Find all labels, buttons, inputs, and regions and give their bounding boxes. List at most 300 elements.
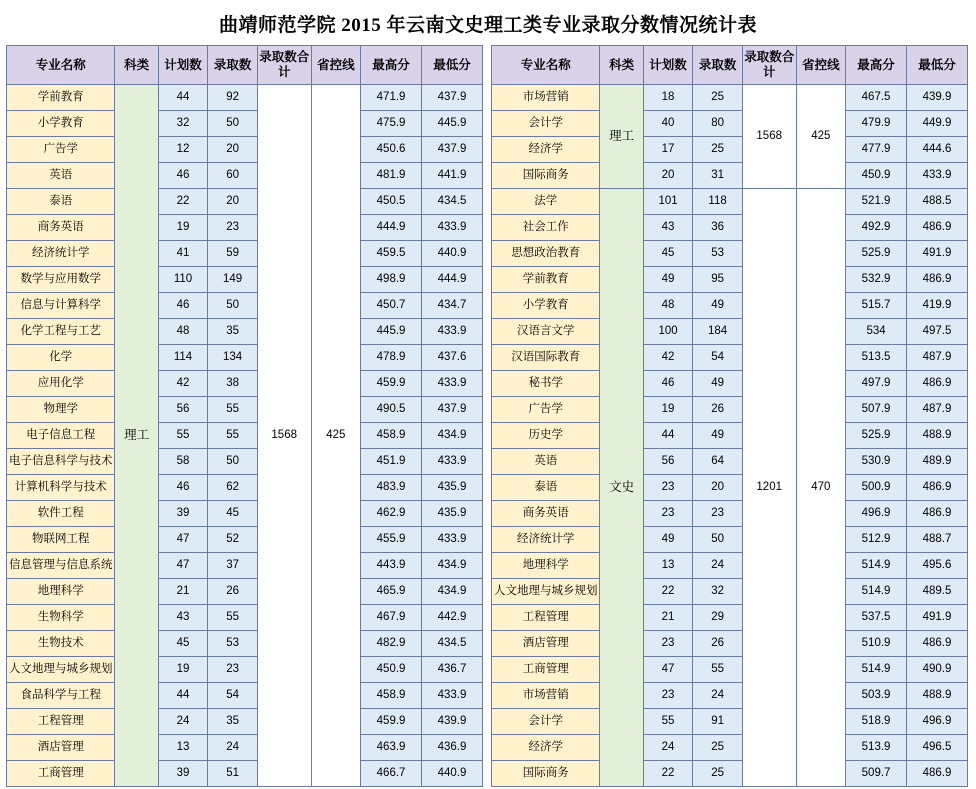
cell-admitted: 32 xyxy=(693,579,743,605)
cell-low-score: 433.9 xyxy=(907,163,968,189)
cell-major: 秘书学 xyxy=(492,371,600,397)
table-row xyxy=(7,735,483,761)
cell-high-score: 481.9 xyxy=(361,163,422,189)
cell-high-score: 459.5 xyxy=(361,241,422,267)
table-row xyxy=(7,215,483,241)
table-row xyxy=(492,137,968,163)
cell-plan: 13 xyxy=(643,553,693,579)
cell-plan: 48 xyxy=(158,319,208,345)
cell-admitted: 149 xyxy=(208,267,258,293)
cell-admitted-total: 1201 xyxy=(742,189,796,787)
cell-low-score: 419.9 xyxy=(907,293,968,319)
cell-admitted: 25 xyxy=(693,137,743,163)
cell-high-score: 530.9 xyxy=(846,449,907,475)
cell-high-score: 475.9 xyxy=(361,111,422,137)
cell-admitted: 51 xyxy=(208,761,258,787)
cell-high-score: 450.5 xyxy=(361,189,422,215)
table-row xyxy=(492,423,968,449)
cell-plan: 20 xyxy=(643,163,693,189)
cell-kelei: 文史 xyxy=(600,189,643,787)
cell-admitted: 38 xyxy=(208,371,258,397)
cell-admitted: 20 xyxy=(693,475,743,501)
table-row xyxy=(492,85,968,111)
cell-high-score: 458.9 xyxy=(361,683,422,709)
cell-major: 酒店管理 xyxy=(492,631,600,657)
cell-admitted: 50 xyxy=(208,293,258,319)
cell-low-score: 486.9 xyxy=(907,501,968,527)
table-row xyxy=(7,683,483,709)
cell-major: 学前教育 xyxy=(7,85,115,111)
cell-plan: 45 xyxy=(643,241,693,267)
cell-low-score: 435.9 xyxy=(422,475,483,501)
cell-low-score: 434.9 xyxy=(422,423,483,449)
table-row xyxy=(492,371,968,397)
left-table-body xyxy=(7,85,483,787)
cell-plan: 56 xyxy=(158,397,208,423)
cell-admitted: 118 xyxy=(693,189,743,215)
cell-high-score: 515.7 xyxy=(846,293,907,319)
cell-high-score: 478.9 xyxy=(361,345,422,371)
col-kelei: 科类 xyxy=(600,46,643,85)
tables-container xyxy=(6,45,970,787)
cell-major: 软件工程 xyxy=(7,501,115,527)
cell-low-score: 445.9 xyxy=(422,111,483,137)
cell-plan: 44 xyxy=(643,423,693,449)
table-row xyxy=(492,189,968,215)
cell-admitted: 92 xyxy=(208,85,258,111)
cell-major: 经济统计学 xyxy=(7,241,115,267)
table-row xyxy=(492,709,968,735)
cell-major: 工程管理 xyxy=(7,709,115,735)
cell-plan: 17 xyxy=(643,137,693,163)
cell-admitted: 95 xyxy=(693,267,743,293)
table-row xyxy=(7,85,483,111)
cell-plan: 43 xyxy=(158,605,208,631)
col-plan: 计划数 xyxy=(643,46,693,85)
cell-plan: 19 xyxy=(643,397,693,423)
cell-low-score: 433.9 xyxy=(422,527,483,553)
table-row xyxy=(492,631,968,657)
cell-high-score: 512.9 xyxy=(846,527,907,553)
cell-low-score: 486.9 xyxy=(907,267,968,293)
cell-low-score: 442.9 xyxy=(422,605,483,631)
cell-low-score: 434.7 xyxy=(422,293,483,319)
cell-admitted: 20 xyxy=(208,137,258,163)
table-row xyxy=(7,189,483,215)
cell-high-score: 477.9 xyxy=(846,137,907,163)
cell-low-score: 489.5 xyxy=(907,579,968,605)
cell-major: 国际商务 xyxy=(492,761,600,787)
cell-low-score: 440.9 xyxy=(422,761,483,787)
cell-plan: 41 xyxy=(158,241,208,267)
cell-plan: 23 xyxy=(643,683,693,709)
cell-admitted: 53 xyxy=(693,241,743,267)
cell-plan: 22 xyxy=(643,761,693,787)
table-row xyxy=(492,215,968,241)
cell-major: 广告学 xyxy=(7,137,115,163)
table-row xyxy=(7,397,483,423)
cell-low-score: 436.7 xyxy=(422,657,483,683)
table-row xyxy=(492,579,968,605)
cell-major: 地理科学 xyxy=(492,553,600,579)
cell-low-score: 437.9 xyxy=(422,85,483,111)
cell-low-score: 489.9 xyxy=(907,449,968,475)
cell-province-line: 425 xyxy=(796,85,846,189)
cell-admitted: 52 xyxy=(208,527,258,553)
cell-high-score: 450.6 xyxy=(361,137,422,163)
cell-high-score: 450.9 xyxy=(361,657,422,683)
table-row xyxy=(492,735,968,761)
cell-major: 食品科学与工程 xyxy=(7,683,115,709)
col-admitted-total xyxy=(742,46,796,85)
cell-plan: 114 xyxy=(158,345,208,371)
cell-plan: 19 xyxy=(158,215,208,241)
col-admitted: 录取数 xyxy=(208,46,258,85)
table-row xyxy=(492,657,968,683)
cell-plan: 39 xyxy=(158,761,208,787)
cell-high-score: 466.7 xyxy=(361,761,422,787)
cell-low-score: 488.7 xyxy=(907,527,968,553)
cell-high-score: 514.9 xyxy=(846,553,907,579)
col-kelei: 科类 xyxy=(115,46,158,85)
cell-major: 泰语 xyxy=(492,475,600,501)
cell-plan: 22 xyxy=(158,189,208,215)
cell-high-score: 458.9 xyxy=(361,423,422,449)
cell-plan: 46 xyxy=(158,293,208,319)
cell-major: 英语 xyxy=(7,163,115,189)
cell-low-score: 434.9 xyxy=(422,553,483,579)
cell-plan: 55 xyxy=(158,423,208,449)
cell-high-score: 444.9 xyxy=(361,215,422,241)
cell-low-score: 495.6 xyxy=(907,553,968,579)
cell-low-score: 496.9 xyxy=(907,709,968,735)
cell-admitted: 26 xyxy=(693,631,743,657)
cell-high-score: 514.9 xyxy=(846,657,907,683)
cell-plan: 46 xyxy=(158,475,208,501)
cell-plan: 21 xyxy=(158,579,208,605)
cell-low-score: 488.5 xyxy=(907,189,968,215)
cell-low-score: 490.9 xyxy=(907,657,968,683)
cell-admitted: 36 xyxy=(693,215,743,241)
cell-low-score: 436.9 xyxy=(422,735,483,761)
table-row xyxy=(7,657,483,683)
col-high-score: 最高分 xyxy=(361,46,422,85)
cell-plan: 44 xyxy=(158,683,208,709)
cell-major: 人文地理与城乡规划 xyxy=(7,657,115,683)
cell-plan: 48 xyxy=(643,293,693,319)
cell-high-score: 492.9 xyxy=(846,215,907,241)
cell-high-score: 483.9 xyxy=(361,475,422,501)
table-header-row xyxy=(492,46,968,85)
cell-plan: 49 xyxy=(643,527,693,553)
cell-plan: 32 xyxy=(158,111,208,137)
cell-low-score: 433.9 xyxy=(422,319,483,345)
cell-low-score: 444.6 xyxy=(907,137,968,163)
cell-high-score: 518.9 xyxy=(846,709,907,735)
cell-high-score: 532.9 xyxy=(846,267,907,293)
table-row xyxy=(7,527,483,553)
table-row xyxy=(492,501,968,527)
cell-major: 计算机科学与技术 xyxy=(7,475,115,501)
table-row xyxy=(7,475,483,501)
cell-plan: 110 xyxy=(158,267,208,293)
cell-major: 应用化学 xyxy=(7,371,115,397)
cell-major: 泰语 xyxy=(7,189,115,215)
cell-admitted: 80 xyxy=(693,111,743,137)
cell-admitted: 55 xyxy=(693,657,743,683)
cell-high-score: 490.5 xyxy=(361,397,422,423)
cell-plan: 23 xyxy=(643,631,693,657)
table-row xyxy=(7,501,483,527)
cell-low-score: 433.9 xyxy=(422,371,483,397)
table-row xyxy=(7,605,483,631)
cell-low-score: 434.5 xyxy=(422,631,483,657)
cell-high-score: 503.9 xyxy=(846,683,907,709)
cell-major: 思想政治教育 xyxy=(492,241,600,267)
table-row xyxy=(492,241,968,267)
cell-admitted: 53 xyxy=(208,631,258,657)
cell-high-score: 465.9 xyxy=(361,579,422,605)
cell-high-score: 500.9 xyxy=(846,475,907,501)
cell-admitted: 26 xyxy=(693,397,743,423)
cell-major: 英语 xyxy=(492,449,600,475)
cell-major: 广告学 xyxy=(492,397,600,423)
col-plan: 计划数 xyxy=(158,46,208,85)
table-row xyxy=(7,371,483,397)
cell-high-score: 455.9 xyxy=(361,527,422,553)
cell-major: 电子信息工程 xyxy=(7,423,115,449)
table-row xyxy=(492,475,968,501)
cell-major: 历史学 xyxy=(492,423,600,449)
page-title: 曲靖师范学院 2015 年云南文史理工类专业录取分数情况统计表 xyxy=(218,15,757,36)
cell-high-score: 525.9 xyxy=(846,423,907,449)
cell-low-score: 440.9 xyxy=(422,241,483,267)
cell-high-score: 459.9 xyxy=(361,709,422,735)
cell-low-score: 444.9 xyxy=(422,267,483,293)
cell-low-score: 486.9 xyxy=(907,631,968,657)
cell-high-score: 450.7 xyxy=(361,293,422,319)
cell-major: 汉语言文学 xyxy=(492,319,600,345)
table-row xyxy=(7,579,483,605)
cell-low-score: 441.9 xyxy=(422,163,483,189)
cell-low-score: 437.9 xyxy=(422,137,483,163)
cell-admitted: 64 xyxy=(693,449,743,475)
cell-major: 商务英语 xyxy=(7,215,115,241)
cell-high-score: 479.9 xyxy=(846,111,907,137)
cell-major: 会计学 xyxy=(492,709,600,735)
cell-low-score: 488.9 xyxy=(907,423,968,449)
cell-admitted: 184 xyxy=(693,319,743,345)
col-province-line: 省控线 xyxy=(311,46,361,85)
cell-admitted: 49 xyxy=(693,371,743,397)
cell-major: 学前教育 xyxy=(492,267,600,293)
cell-major: 商务英语 xyxy=(492,501,600,527)
cell-high-score: 514.9 xyxy=(846,579,907,605)
cell-admitted: 23 xyxy=(208,215,258,241)
cell-major: 经济学 xyxy=(492,137,600,163)
cell-admitted-total: 1568 xyxy=(742,85,796,189)
table-row xyxy=(492,293,968,319)
cell-major: 电子信息科学与技术 xyxy=(7,449,115,475)
cell-admitted: 91 xyxy=(693,709,743,735)
table-row xyxy=(492,111,968,137)
cell-admitted: 24 xyxy=(693,683,743,709)
cell-low-score: 487.9 xyxy=(907,397,968,423)
cell-high-score: 510.9 xyxy=(846,631,907,657)
table-row xyxy=(7,423,483,449)
table-row xyxy=(7,319,483,345)
table-row xyxy=(492,527,968,553)
right-score-table xyxy=(491,45,968,787)
cell-major: 会计学 xyxy=(492,111,600,137)
cell-low-score: 497.5 xyxy=(907,319,968,345)
cell-admitted: 24 xyxy=(208,735,258,761)
cell-low-score: 439.9 xyxy=(907,85,968,111)
cell-admitted: 49 xyxy=(693,423,743,449)
cell-major: 化学工程与工艺 xyxy=(7,319,115,345)
cell-major: 工商管理 xyxy=(492,657,600,683)
cell-admitted: 24 xyxy=(693,553,743,579)
cell-plan: 47 xyxy=(158,553,208,579)
cell-major: 法学 xyxy=(492,189,600,215)
col-major: 专业名称 xyxy=(7,46,115,85)
cell-low-score: 486.9 xyxy=(907,371,968,397)
cell-province-line: 470 xyxy=(796,189,846,787)
cell-high-score: 496.9 xyxy=(846,501,907,527)
cell-admitted: 45 xyxy=(208,501,258,527)
cell-low-score: 487.9 xyxy=(907,345,968,371)
table-row xyxy=(492,761,968,787)
table-row xyxy=(492,449,968,475)
cell-major: 信息与计算科学 xyxy=(7,293,115,319)
cell-low-score: 486.9 xyxy=(907,761,968,787)
cell-low-score: 434.5 xyxy=(422,189,483,215)
cell-admitted: 55 xyxy=(208,423,258,449)
cell-plan: 46 xyxy=(158,163,208,189)
cell-major: 工商管理 xyxy=(7,761,115,787)
cell-high-score: 463.9 xyxy=(361,735,422,761)
table-row xyxy=(7,241,483,267)
cell-admitted: 54 xyxy=(208,683,258,709)
cell-admitted: 29 xyxy=(693,605,743,631)
cell-major: 经济学 xyxy=(492,735,600,761)
cell-admitted: 49 xyxy=(693,293,743,319)
cell-province-line: 425 xyxy=(311,85,361,787)
cell-major: 社会工作 xyxy=(492,215,600,241)
cell-plan: 47 xyxy=(643,657,693,683)
cell-low-score: 437.6 xyxy=(422,345,483,371)
cell-plan: 24 xyxy=(643,735,693,761)
cell-admitted: 55 xyxy=(208,605,258,631)
cell-admitted: 20 xyxy=(208,189,258,215)
cell-admitted: 35 xyxy=(208,319,258,345)
col-high-score: 最高分 xyxy=(846,46,907,85)
left-score-table xyxy=(6,45,483,787)
cell-admitted: 26 xyxy=(208,579,258,605)
cell-low-score: 433.9 xyxy=(422,449,483,475)
cell-kelei: 理工 xyxy=(600,85,643,189)
cell-low-score: 491.9 xyxy=(907,605,968,631)
cell-plan: 47 xyxy=(158,527,208,553)
cell-high-score: 509.7 xyxy=(846,761,907,787)
cell-plan: 46 xyxy=(643,371,693,397)
col-major: 专业名称 xyxy=(492,46,600,85)
table-row xyxy=(7,111,483,137)
cell-admitted: 25 xyxy=(693,735,743,761)
cell-major: 生物科学 xyxy=(7,605,115,631)
cell-plan: 22 xyxy=(643,579,693,605)
cell-plan: 19 xyxy=(158,657,208,683)
cell-major: 生物技术 xyxy=(7,631,115,657)
cell-major: 小学教育 xyxy=(492,293,600,319)
cell-low-score: 433.9 xyxy=(422,683,483,709)
cell-admitted: 62 xyxy=(208,475,258,501)
cell-admitted: 25 xyxy=(693,85,743,111)
cell-high-score: 445.9 xyxy=(361,319,422,345)
table-row xyxy=(7,761,483,787)
cell-low-score: 496.5 xyxy=(907,735,968,761)
table-header-row xyxy=(7,46,483,85)
cell-high-score: 467.9 xyxy=(361,605,422,631)
table-row xyxy=(7,631,483,657)
cell-major: 地理科学 xyxy=(7,579,115,605)
cell-plan: 13 xyxy=(158,735,208,761)
cell-plan: 101 xyxy=(643,189,693,215)
cell-admitted: 35 xyxy=(208,709,258,735)
cell-major: 经济统计学 xyxy=(492,527,600,553)
cell-major: 酒店管理 xyxy=(7,735,115,761)
cell-plan: 49 xyxy=(643,267,693,293)
col-province-line: 省控线 xyxy=(796,46,846,85)
cell-high-score: 443.9 xyxy=(361,553,422,579)
cell-admitted: 60 xyxy=(208,163,258,189)
cell-plan: 40 xyxy=(643,111,693,137)
table-row xyxy=(492,605,968,631)
cell-admitted-total: 1568 xyxy=(257,85,311,787)
cell-major: 信息管理与信息系统 xyxy=(7,553,115,579)
cell-low-score: 488.9 xyxy=(907,683,968,709)
cell-major: 小学教育 xyxy=(7,111,115,137)
cell-plan: 44 xyxy=(158,85,208,111)
cell-admitted: 50 xyxy=(208,449,258,475)
cell-major: 汉语国际教育 xyxy=(492,345,600,371)
cell-plan: 56 xyxy=(643,449,693,475)
cell-low-score: 491.9 xyxy=(907,241,968,267)
table-row xyxy=(7,449,483,475)
cell-low-score: 433.9 xyxy=(422,215,483,241)
cell-plan: 55 xyxy=(643,709,693,735)
table-row xyxy=(7,345,483,371)
cell-major: 工程管理 xyxy=(492,605,600,631)
cell-major: 数学与应用数学 xyxy=(7,267,115,293)
cell-major: 国际商务 xyxy=(492,163,600,189)
cell-kelei: 理工 xyxy=(115,85,158,787)
cell-high-score: 450.9 xyxy=(846,163,907,189)
col-low-score: 最低分 xyxy=(907,46,968,85)
right-table-body xyxy=(492,85,968,787)
cell-plan: 42 xyxy=(158,371,208,397)
table-row xyxy=(492,397,968,423)
cell-major: 物联网工程 xyxy=(7,527,115,553)
table-row xyxy=(7,293,483,319)
col-admitted-total-label: 录取数合计 xyxy=(744,50,795,79)
cell-admitted: 23 xyxy=(208,657,258,683)
cell-admitted: 37 xyxy=(208,553,258,579)
cell-high-score: 537.5 xyxy=(846,605,907,631)
cell-low-score: 449.9 xyxy=(907,111,968,137)
cell-low-score: 437.9 xyxy=(422,397,483,423)
cell-plan: 12 xyxy=(158,137,208,163)
